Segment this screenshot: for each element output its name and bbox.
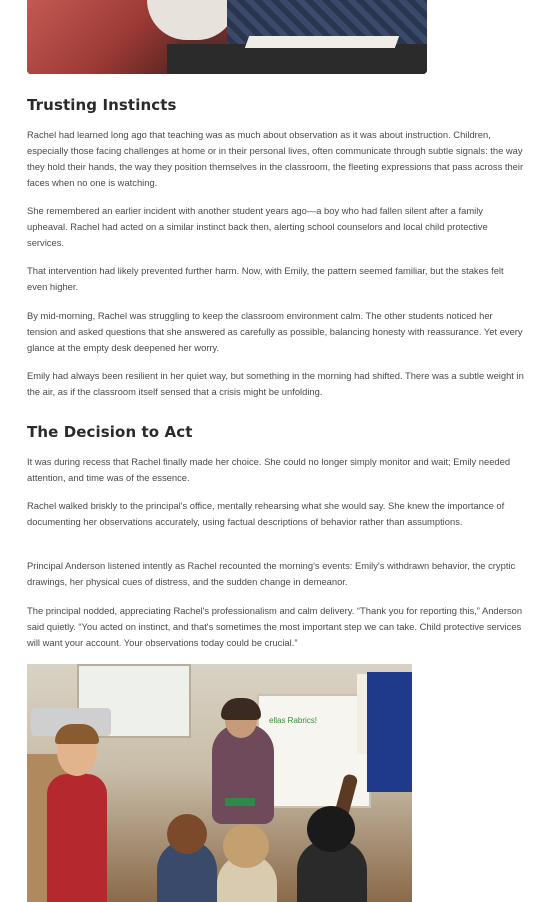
photo-teacher	[212, 724, 274, 824]
paragraph: It was during recess that Rachel finally made her choice. She could no longer simply monitor and wait; Emily needed attention, and time was of the essence.	[27, 456, 511, 483]
section-heading-decision-to-act: The Decision to Act	[27, 423, 193, 441]
photo-clipboard	[225, 798, 255, 806]
photo-child-head	[223, 824, 269, 868]
hero-photo-shape	[167, 44, 427, 74]
paragraph: Principal Anderson listened intently as Rachel recounted the morning's events: Emily's withdrawn behavior, the cryptic drawings, her physical cues of distress, and the sudden change in demeanor.	[27, 560, 516, 587]
classroom-photo	[27, 664, 412, 902]
paragraph: She remembered an earlier incident with another student years ago—a boy who had fallen silent after a family upheaval. Rachel had acted on a similar instinct back then, alerting school counselors and local child protective services.	[27, 205, 488, 248]
photo-standing-boy	[47, 774, 107, 902]
paragraph: By mid-morning, Rachel was struggling to keep the classroom environment calm. The other students noticed her tension and asked questions that she answered as carefully as possible, balancing honesty with reassurance. Yet every glance at the empty desk deepened her worry.	[27, 310, 523, 353]
photo-child-head	[167, 814, 207, 854]
section-heading-trusting-instincts: Trusting Instincts	[27, 96, 177, 114]
paragraph: Rachel walked briskly to the principal's office, mentally rehearsing what she would say. She knew the importance of documenting her observations accurately, using factual descriptions of behavior rather than assumptions.	[27, 500, 505, 527]
photo-poster	[367, 672, 412, 792]
article-body	[27, 0, 527, 725]
paragraph: Emily had always been resilient in her quiet way, but something in the morning had shifted. There was a subtle weight in the air, as if the classroom itself sensed that a crisis might be unfolding.	[27, 370, 524, 397]
paragraph: That intervention had likely prevented further harm. Now, with Emily, the pattern seemed familiar, but the stakes felt even higher.	[27, 265, 504, 292]
paragraph: Rachel had learned long ago that teaching was as much about observation as it was about instruction. Children, especially those facing challenges at home or in their personal lives, often communicate through subtle signals: the way they hold their hands, the way they position themselves in the classroom, the fleeting expressions that pass across their faces when no one is watching.	[27, 129, 524, 188]
photo-boy-hair	[55, 724, 99, 744]
photo-board-text: ellas Rabrics!	[269, 716, 318, 725]
paragraph: The principal nodded, appreciating Rachel's professionalism and calm delivery. “Thank you for reporting this,” Anderson said quietly. “You acted on instinct, and that's sometimes the most important step we can take. Child protective services will want your account. Your observations today could be crucial.”	[27, 605, 523, 648]
photo-teacher-hair	[221, 698, 261, 720]
hero-photo-shape	[245, 36, 399, 48]
hero-photo-teacher-student	[27, 0, 427, 74]
photo-child-head	[307, 806, 355, 852]
